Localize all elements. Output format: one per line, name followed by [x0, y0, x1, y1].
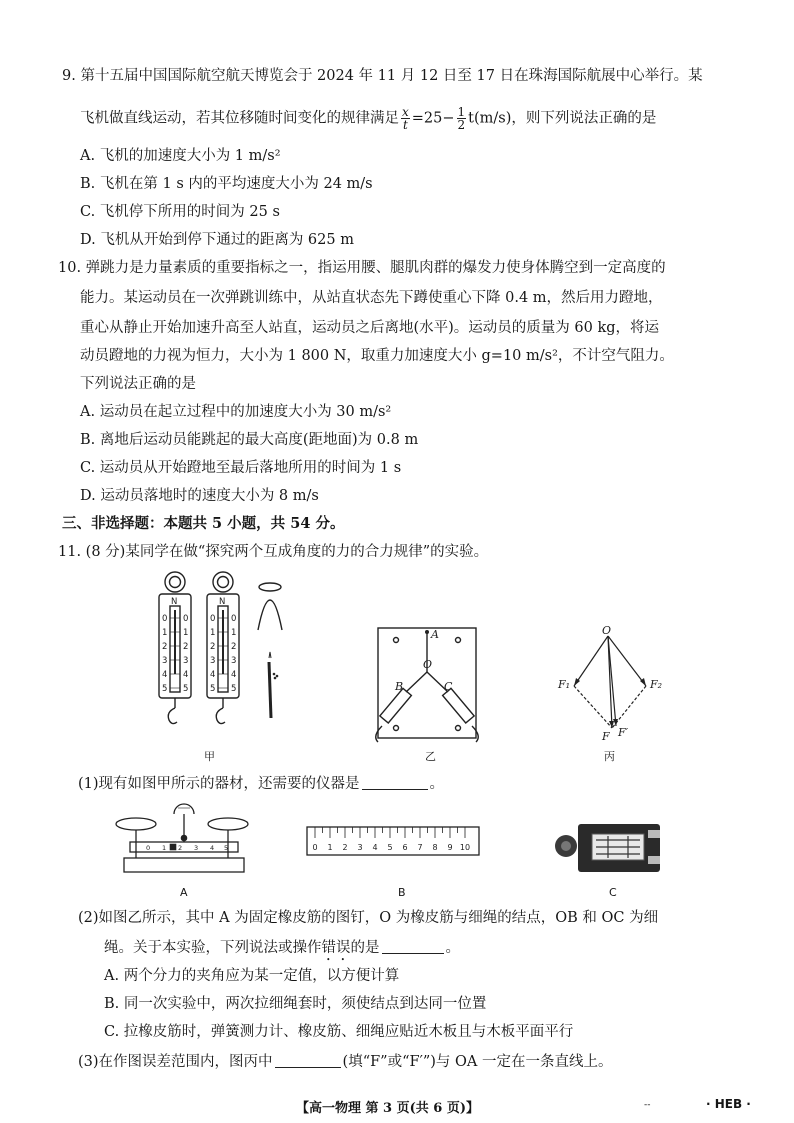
q10-line2: 能力。某运动员在一次弹跳训练中，从站直状态先下蹲使重心下降 0.4 m，然后用力蹬地， [80, 290, 663, 306]
scale2-tick-label: 5 [210, 684, 216, 694]
q9-option-a: A. 飞机的加速度大小为 1 m/s² [80, 148, 281, 164]
scale1-tick-label: 3 [162, 656, 168, 666]
q10-option-b: B. 离地后运动员能跳起的最大高度(距地面)为 0.8 m [80, 432, 419, 448]
scale2-tick-label: 2 [210, 642, 216, 652]
scale2-tick-label: 3 [210, 656, 216, 666]
scale1-tick-label: 2 [162, 642, 168, 652]
instrument-balance [110, 802, 260, 884]
vector-f1 [574, 636, 608, 686]
q11-part2-option-b: B. 同一次实验中，两次拉细绳套时，须使结点到达同一位置 [104, 996, 487, 1012]
scale2-unit: N [219, 597, 226, 607]
frac-numerator: x [402, 105, 409, 119]
bing-label-f2: F₂ [650, 678, 663, 691]
scale1-tick-label: 4 [183, 670, 189, 680]
figure-yi-caption: 乙 [425, 750, 436, 763]
ruler-tick-label: 0 [312, 843, 318, 852]
scale1-tick-label: 0 [183, 614, 189, 624]
scale1-unit: N [171, 597, 178, 607]
scale2-tick-label: 1 [231, 628, 237, 638]
q9-line2-pre: 飞机做直线运动，若其位移随时间变化的规律满足 [80, 110, 399, 127]
q11-part1-answer-blank[interactable] [362, 775, 428, 790]
q10-line4: 动员蹬地的力视为恒力，大小为 1 800 N，取重力加速度大小 g=10 m/s²，不计空气阻力。 [80, 348, 674, 364]
q11-part1-end: 。 [429, 776, 445, 792]
ruler-tick-label: 10 [459, 843, 471, 852]
scale2-tick-label: 1 [210, 628, 216, 638]
vector-f [608, 636, 612, 728]
figure-yi [358, 618, 498, 748]
scale2-tick-label: 3 [231, 656, 237, 666]
footer-mark: · HEB · [706, 1097, 751, 1111]
scale1-tick-label: 2 [183, 642, 189, 652]
bing-label-o: O [602, 624, 612, 637]
balance-scale-label: 3 [194, 844, 199, 852]
q11-part2-line1: (2)如图乙所示，其中 A 为固定橡皮筋的图钉，O 为橡皮筋与细绳的结点，OB 和 OC 为细 [78, 910, 659, 926]
ruler-tick-label: 7 [417, 843, 423, 852]
q11-part2-option-c: C. 拉橡皮筋时，弹簧测力计、橡皮筋、细绳应贴近木板且与木板平面平行 [104, 1024, 574, 1040]
ruler-tick-label: 4 [372, 843, 378, 852]
figure-bing [550, 622, 680, 746]
q10-line3: 重心从静止开始加速升高至人站直，运动员之后离地(水平)。运动员的质量为 60 kg，将运 [80, 320, 660, 336]
balance-scale-label: 1 [162, 844, 167, 852]
ruler-tick-label: 5 [387, 843, 393, 852]
bing-label-f: F [602, 730, 610, 743]
scale1-tick-label: 5 [162, 684, 168, 694]
bing-label-f1: F₁ [558, 678, 571, 691]
figure-bing-caption: 丙 [604, 750, 615, 763]
footer-dash: -- [644, 1100, 651, 1110]
section3-heading: 三、非选择题：本题共 5 小题，共 54 分。 [62, 515, 345, 532]
yi-label-a: A [431, 628, 439, 641]
q9-option-c: C. 飞机停下所用的时间为 25 s [80, 204, 280, 220]
q11-part2-text: 绳。关于本实验，下列说法或操作 [104, 940, 322, 956]
q11-part2-option-a: A. 两个分力的夹角应为某一定值，以方便计算 [104, 968, 400, 984]
q11-part2-line2 [104, 938, 460, 964]
ruler-tick-label: 6 [402, 843, 408, 852]
q11-part1-text: (1)现有如图甲所示的器材，还需要的仪器是 [78, 776, 360, 792]
q11-part2-end: 。 [445, 940, 460, 956]
scale2-tick-label: 0 [210, 614, 216, 624]
scale2-tick-label: 4 [231, 670, 237, 680]
q9-eq-mid: =25− [411, 110, 455, 127]
pin-a [425, 630, 429, 634]
vector-f-prime [608, 636, 616, 726]
q9-fraction-half [457, 106, 467, 131]
q9-line2-post: t(m/s)，则下列说法正确的是 [468, 110, 657, 127]
ruler-tick-label: 3 [357, 843, 363, 852]
q10-line1: 10. 弹跳力是力量素质的重要指标之一，指运用腰、腿肌肉群的爆发力使身体腾空到一定高度的 [58, 260, 666, 276]
q11-part2-emphasis: 错误 [321, 940, 351, 956]
q9-line1: 9. 第十五届中国国际航空航天博览会于 2024 年 11 月 12 日至 17 日在珠海国际航展中心举行。某 [62, 68, 703, 84]
ruler-tick-label: 1 [327, 843, 333, 852]
q11-part3-text-end: (填“F”或“F′”)与 OA 一定在一条直线上。 [342, 1054, 613, 1070]
q10-option-a: A. 运动员在起立过程中的加速度大小为 30 m/s² [80, 404, 392, 420]
q9-option-d: D. 飞机从开始到停下通过的距离为 625 m [80, 232, 354, 248]
page-footer: 【高一物理 第 3 页(共 6 页)】 [296, 1101, 480, 1116]
scale2-tick-label: 2 [231, 642, 237, 652]
yi-label-c: C [444, 680, 453, 693]
parallelogram-side [574, 686, 612, 728]
scale2-tick-label: 0 [231, 614, 237, 624]
q11-part1 [78, 774, 444, 794]
scale1-tick-label: 1 [162, 628, 168, 638]
balance-scale-label: 0 [146, 844, 151, 852]
vector-f2 [608, 636, 646, 686]
bing-label-f-prime: F′ [618, 726, 629, 739]
frac-denominator: t [402, 118, 408, 132]
frac-numerator: 1 [457, 105, 466, 119]
q10-option-d: D. 运动员落地时的速度大小为 8 m/s [80, 488, 319, 504]
q9-fraction-x-over-t [401, 106, 410, 131]
yi-label-o: O [423, 658, 433, 671]
q11-part3-text: (3)在作图误差范围内，图丙中 [78, 1054, 273, 1070]
q11-part2-answer-blank[interactable] [382, 939, 444, 954]
figure-jia [148, 570, 298, 748]
balance-scale-label: 2 [178, 844, 183, 852]
frac-denominator: 2 [457, 118, 466, 132]
instrument-b-label: B [398, 886, 406, 899]
instrument-c-label: C [609, 886, 617, 899]
q9-option-b: B. 飞机在第 1 s 内的平均速度大小为 24 m/s [80, 176, 373, 192]
scale2-tick-label: 5 [231, 684, 237, 694]
instrument-a-label: A [180, 886, 188, 899]
instrument-timer [548, 820, 668, 876]
scale1-tick-label: 1 [183, 628, 189, 638]
instrument-ruler [306, 826, 480, 856]
q10-option-c: C. 运动员从开始蹬地至最后落地所用的时间为 1 s [80, 460, 402, 476]
ruler-tick-label: 2 [342, 843, 348, 852]
scale1-tick-label: 0 [162, 614, 168, 624]
q11-part2-text-mid: 的是 [350, 940, 380, 956]
scale2-tick-label: 4 [210, 670, 216, 680]
q9-line2 [80, 106, 656, 131]
figure-jia-caption: 甲 [204, 750, 215, 763]
balance-scale-label: 5 [224, 844, 229, 852]
q11-part3 [78, 1052, 613, 1072]
ruler-tick-label: 8 [432, 843, 438, 852]
q10-line5: 下列说法正确的是 [80, 376, 196, 392]
scale1-tick-label: 3 [183, 656, 189, 666]
scale1-tick-label: 5 [183, 684, 189, 694]
ruler-tick-label: 9 [447, 843, 453, 852]
balance-scale-label: 4 [210, 844, 215, 852]
yi-label-b: B [395, 680, 404, 693]
q11-part3-answer-blank[interactable] [275, 1053, 341, 1068]
q11-stem: 11. (8 分)某同学在做“探究两个互成角度的力的合力规律”的实验。 [58, 544, 489, 560]
scale1-tick-label: 4 [162, 670, 168, 680]
